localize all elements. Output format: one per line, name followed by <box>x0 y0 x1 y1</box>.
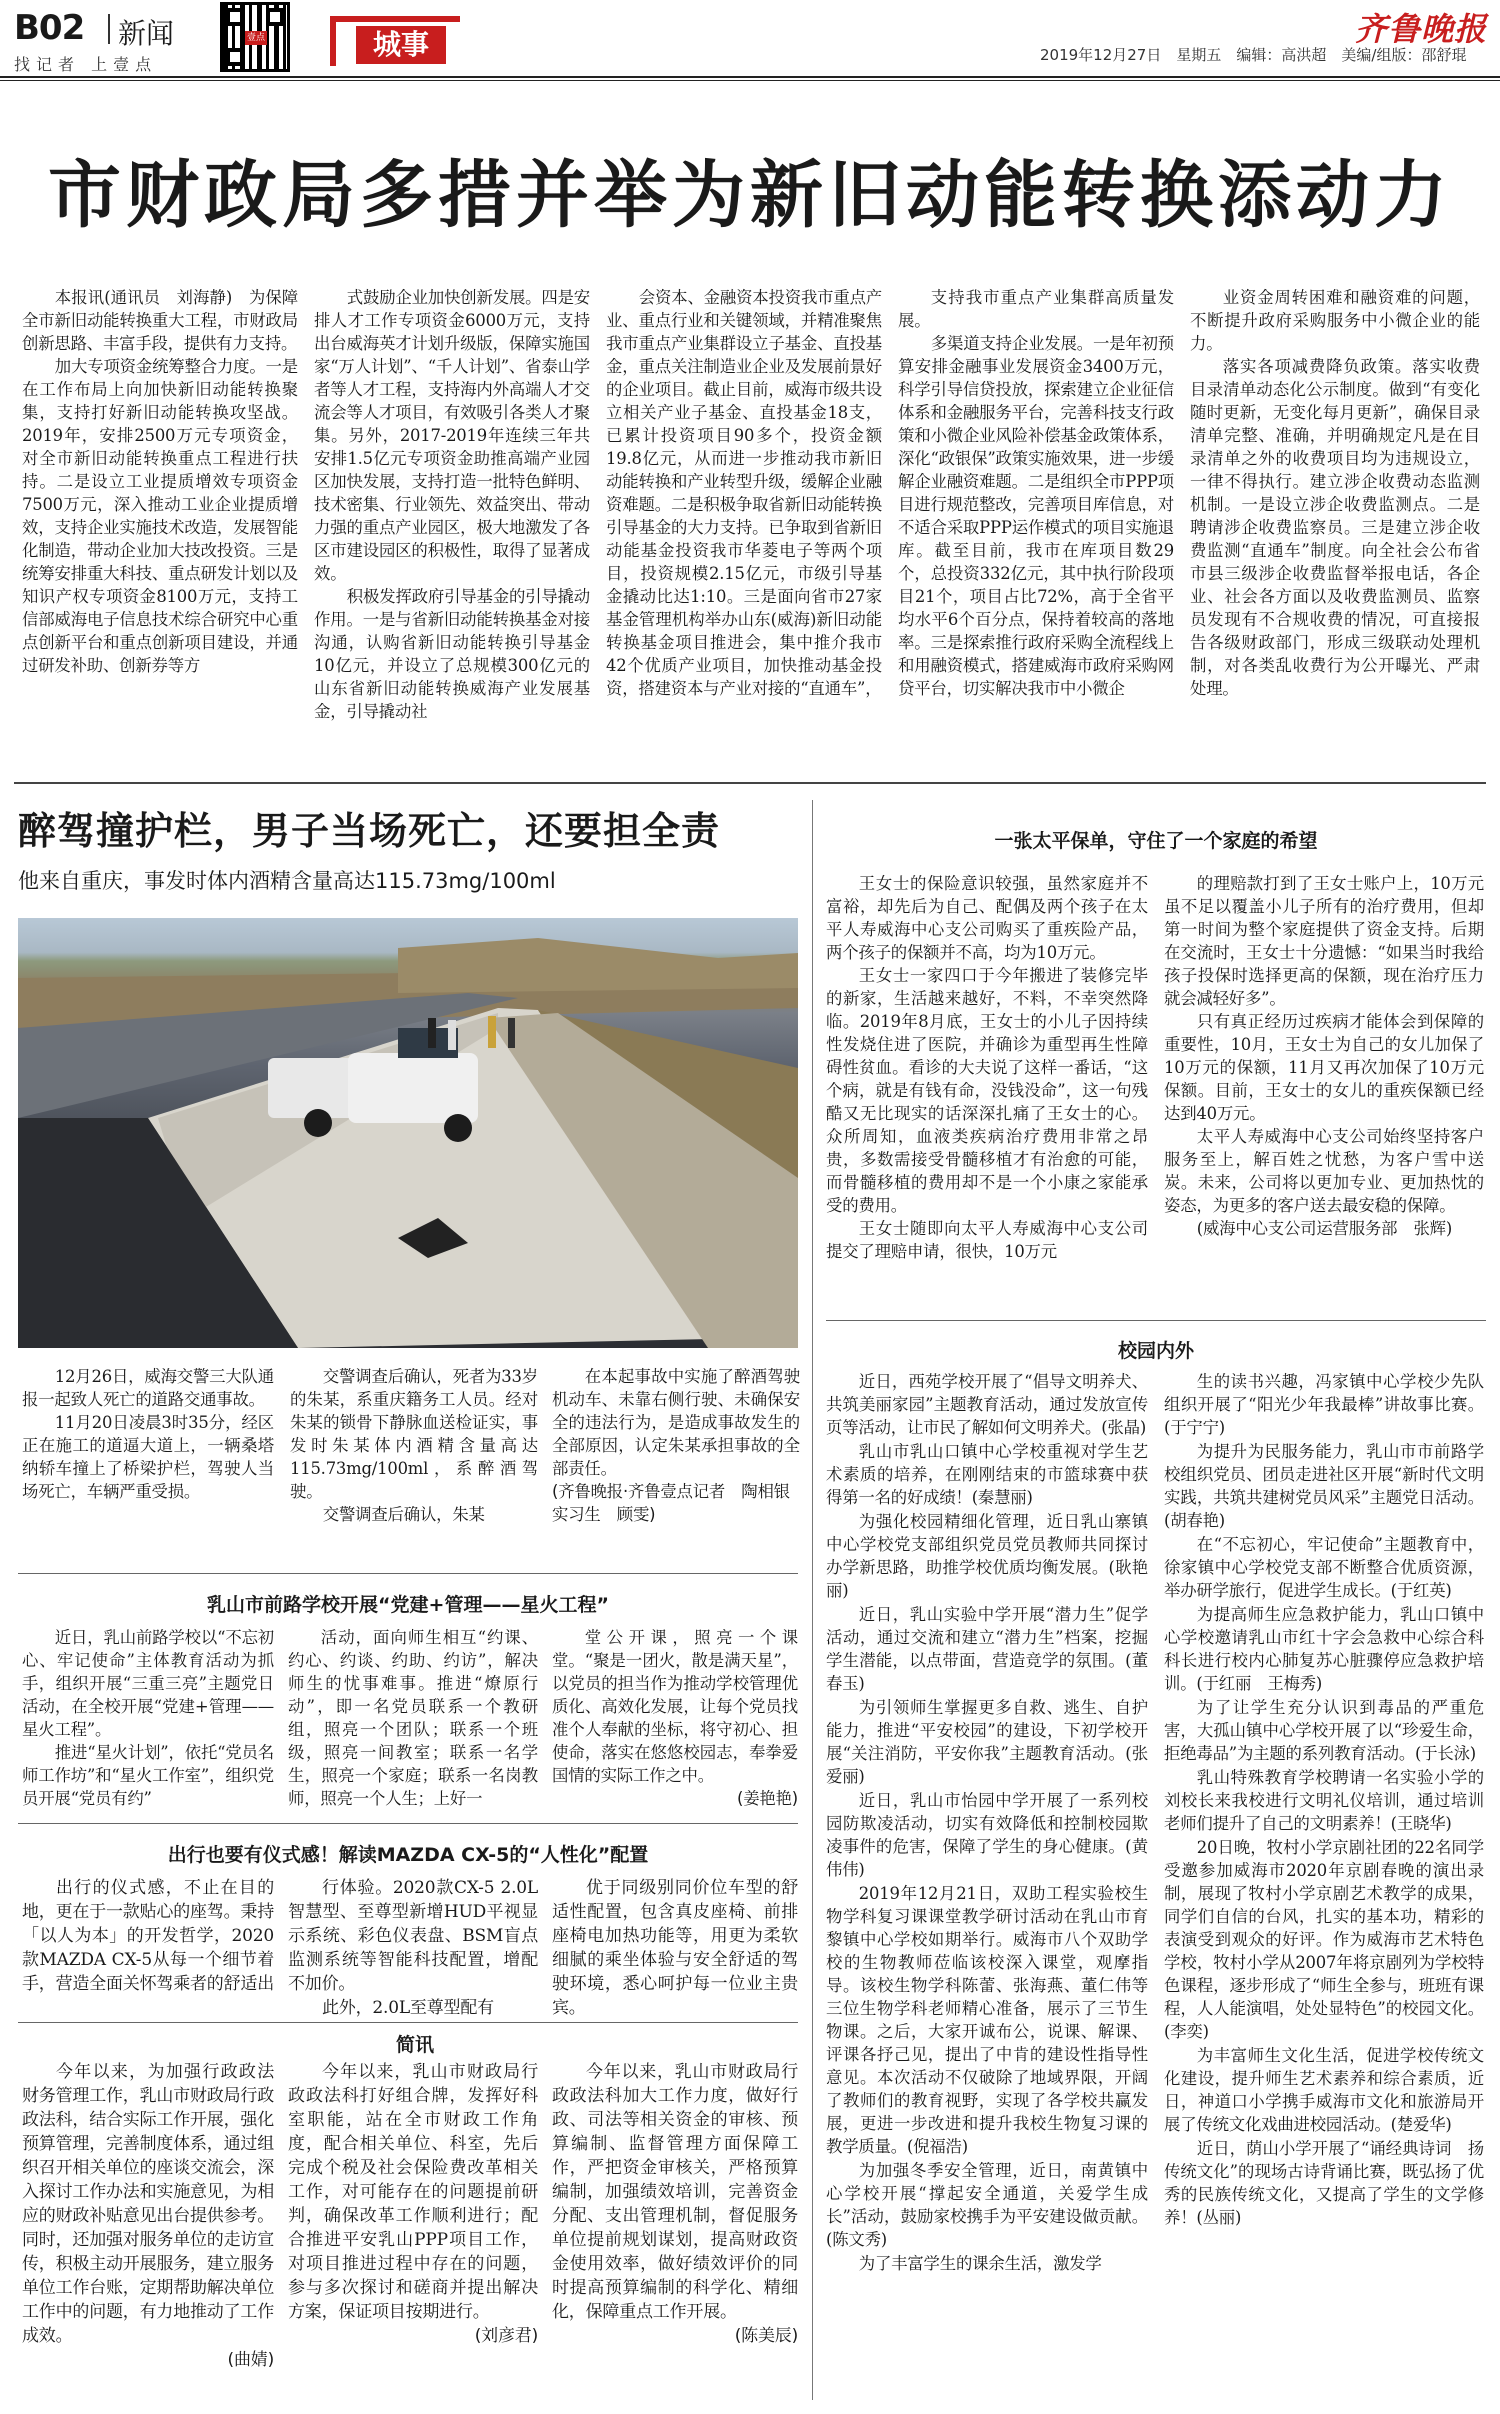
paragraph: 为加强冬季安全管理，近日，南黄镇中心学校开展“撑起安全通道，关爱学生成长”活动，鼓励家校携手为平安建设做贡献。(陈文秀) <box>826 2161 1148 2249</box>
brief-headline: 简讯 <box>395 2034 434 2056</box>
party-col-1 <box>22 1626 274 1806</box>
qr-label: 壹点 <box>246 33 265 43</box>
paragraph: 近日，乳山实验中学开展“潜力生”促学活动，通过交流和建立“潜力生”档案，挖掘学生潜能，以点带面，营造竞学的氛围。(董春玉) <box>826 1605 1148 1693</box>
drunk-signature: (齐鲁晚报·齐鲁壹点记者 陶相银 实习生 顾雯) <box>552 1482 807 1524</box>
drunk-bottom-rule <box>18 1573 798 1574</box>
lead-col-5 <box>1190 286 1480 746</box>
date-text: 2019年12月27日 <box>1040 46 1162 64</box>
paragraph: 11月20日凌晨3时35分，经区正在施工的道逼大道上，一辆桑塔纳轿车撞上了桥梁护栏，驾驶人当场死亡，车辆严重受损。 <box>22 1413 274 1501</box>
insurance-col-1 <box>826 872 1148 1317</box>
editor-text: 编辑：高洪超 美编/组版：邵舒琨 <box>1236 46 1467 64</box>
paragraph: 在本起事故中实施了醉酒驾驶机动车、未靠右侧行驶、未确保安全的违法行为，是造成事故发生的全部原因，认定朱某承担事故的全部责任。 <box>552 1367 800 1478</box>
slogan: 找记者 上壹点 <box>14 55 158 74</box>
drunk-col-3 <box>552 1365 807 1555</box>
paragraph: 今年以来，乳山市财政局行政政法科加大工作力度，做好行政、司法等相关资金的审核、预算编制、监督管理方面保障工作，严把资金审核关，严格预算编制，加强绩效培训，完善资金分配、支出管理机制，督促服务单位提前规划谋划，提高财政资金使用效率，做好绩效评价的同时提高预算编制的科学化、精细化，保障重点工作开展。 <box>552 2062 798 2322</box>
party-col-2 <box>288 1626 538 1806</box>
paragraph: (威海中心支公司运营服务部 张辉) <box>1196 1219 1453 1238</box>
brief-sig-2: (刘彦君) <box>474 2326 538 2346</box>
paragraph: 式鼓励企业加快创新发展。四是安排人才工作专项资金6000万元，支持出台威海英才计划升级版，保障实施国家“万人计划”、“千人计划”、省泰山学者等人才工程，支持海内外高端人才交流会等人才项目，有效吸引各类人才聚集。另外，2017-2019年连续三年共安排1.5亿元专项资金助推高端产业园区加快发展，支持打造一批特色鲜明、技术密集、行业领先、效益突出、带动力强的重点产业园区，极大地激发了各区市建设园区的积极性，取得了显著成效。 <box>314 288 590 583</box>
header-divider <box>108 14 110 44</box>
paragraph: 会资本、金融资本投资我市重点产业、重点行业和关键领域，并精准聚焦我市重点产业集群设立子基金、直投基金，重点关注制造业企业及发展前景好的企业项目。截止目前，威海市级共设立相关产业子基金、直投基金18支，已累计投资项目90多个，投资金额19.8亿元，从而进一步推动我市新旧动能转换和产业转型升级，缓解企业融资难题。二是积极争取省新旧动能转换引导基金的大力支持。已争取到省新旧动能基金投资我市华菱电子等两个项目，投资规模2.15亿元，市级引导基金撬动比达1:10。三是面向省市27家基金管理机构举办山东(威海)新旧动能转换基金项目推进会，集中推介我市42个优质产业项目，加快推动基金投资，搭建资本与产业对接的“直通车”， <box>606 288 882 698</box>
paragraph: 为了让学生充分认识到毒品的严重危害，大孤山镇中心学校开展了以“珍爱生命，拒绝毒品”为主题的系列教育活动。(于长泳) <box>1164 1698 1484 1763</box>
paragraph: 2019年12月21日，双助工程实验校生物学科复习课课堂教学研讨活动在乳山市育黎镇中心学校如期举行。威海市八个双助学校的生物教师莅临该校深入课堂，观摩指导。该校生物学科陈蕾、张海燕、董仁伟等三位生物学科老师精心准备，展示了三节生物课。之后，大家开诚布公，说课、解课、评课各抒己见，提出了中肯的建设性指导性意见。本次活动不仅破除了地域界限，开阔了教师们的教育视野，实现了各学校共赢发展，更进一步改进和提升我校生物复习课的教学质量。(倪福浩) <box>826 1884 1148 2156</box>
accident-photo <box>18 918 798 1348</box>
campus-col-1 <box>826 1370 1148 2400</box>
weekday-text: 星期五 <box>1176 46 1222 64</box>
brief-col-3 <box>552 2060 798 2400</box>
paragraph: 推进“星火计划”，依托“党员名师工作坊”和“星火工作室”，组织党员开展“党员有约” <box>22 1743 274 1808</box>
paragraph: 太平人寿威海中心支公司始终坚持客户服务至上，解百姓之忧愁，为客户雪中送炭。未来，公司将以更加专业、更加热忱的姿态，为更多的客户送去最安稳的保障。 <box>1164 1127 1484 1215</box>
insurance-bottom-rule <box>826 1320 1486 1321</box>
car-bottom-rule <box>18 2022 798 2023</box>
paragraph: 乳山市乳山口镇中心学校重视对学生艺术素质的培养，在刚刚结束的市篮球赛中获得第一名的好成绩！(秦慧丽) <box>826 1442 1148 1507</box>
paragraph: 落实各项减费降负政策。落实收费目录清单动态化公示制度。做到“有变化随时更新，无变化每月更新”，确保目录清单完整、准确，并明确规定凡是在目录清单之外的收费项目均为违规设立，一律不得执行。建立涉企收费动态监测机制。一是设立涉企收费监测点。二是聘请涉企收费监察员。三是建立涉企收费监测“直通车”制度。向全社会公布省市县三级涉企收费监督举报电话，各企业、社会各方面以及收费监测员、监察员发现有不合规收费的情况，可直接报告各级财政部门，形成三级联动处理机制，对各类乱收费行为公开曝光、严肃处理。 <box>1190 357 1480 698</box>
paragraph: 多渠道支持企业发展。一是年初预算安排金融事业发展资金3400万元，科学引导信贷投放，探索建立企业征信体系和金融服务平台，完善科技支行政策和小微企业风险补偿基金政策体系，深化“政银保”政策实施效果，进一步缓解企业融资难题。二是组织全市PPP项目进行规范整改，完善项目库信息，对不适合采取PPP运作模式的项目实施退库。截至目前，我市在库项目数29个，总投资332亿元，其中执行阶段项目21个，项目占比72%，高于全省平均水平6个百分点，保持着较高的落地率。三是探索推行政府采购全流程线上和用融资模式，搭建威海市政府采购网贷平台，切实解决我市中小微企 <box>898 334 1174 698</box>
paragraph: 王女士的保险意识较强，虽然家庭并不富裕，却先后为自己、配偶及两个孩子在太平人寿威海中心支公司购买了重疾险产品，两个孩子的保额并不高，均为10万元。 <box>826 874 1148 962</box>
section-name: 新闻 <box>118 17 175 50</box>
paragraph: 王女士随即向太平人寿威海中心支公司提交了理赔申请，很快，10万元 <box>826 1219 1148 1261</box>
lead-col-2 <box>314 286 590 746</box>
paragraph: 活动，面向师生相互“约课、约心、约谈、约助、约访”，解决师生的忧事难事。推进“燎原行动”，即一名党员联系一个教研组，照亮一个团队；联系一个班级，照亮一间教室；联系一名学生，照亮一个家庭；联系一名岗教师，照亮一个人生；上好一 <box>288 1628 538 1808</box>
brand-logo: 齐鲁晚报 <box>1355 10 1488 48</box>
paragraph: 出行的仪式感，不止在目的地，更在于一款贴心的座驾。秉持「以人为本」的开发哲学，2020款MAZDA CX-5从每一个细节着手，营造全面关怀驾乘者的舒适出 <box>22 1878 274 1994</box>
paragraph: 交警调查后确认，死者为33岁的朱某，系重庆籍务工人员。经对朱某的锁骨下静脉血送检证实，事发时朱某体内酒精含量高达115.73mg/100ml，系醉酒驾驶。 <box>290 1367 538 1501</box>
party-bottom-rule <box>18 1823 798 1824</box>
paragraph: 王女士一家四口于今年搬进了装修完毕的新家，生活越来越好，不料，不幸突然降临。2019年8月底，王女士的小儿子因持续性发烧住进了医院，并确诊为重型再生性障碍性贫血。看诊的大夫说了这样一番话，“这个病，就是有钱有命，没钱没命”，这一句残酷又无比现实的话深深扎痛了王女士的心。众所周知，血液类疾病治疗费用非常之昂贵，多数需接受骨髓移植才有治愈的可能，而骨髓移植的费用却不是一个小康之家能承受的费用。 <box>826 966 1148 1215</box>
paragraph: 的理赔款打到了王女士账户上，10万元虽不足以覆盖小儿子所有的治疗费用，但却第一时间为整个家庭提供了资金支持。后期在交流时，王女士十分遗憾：“如果当时我给孩子投保时选择更高的保额，现在治疗压力就会减轻好多”。 <box>1164 874 1484 1008</box>
paragraph: 加大专项资金统筹整合力度。一是在工作布局上向加快新旧动能转换聚集，支持打好新旧动能转换攻坚战。2019年，安排2500万元专项资金，对全市新旧动能转换重点工程进行扶持。二是设立工业提质增效专项资金7500万元，深入推动工业企业提质增效，支持企业实施技术改造，发展智能化制造，带动企业加大技改投资。三是统筹安排重大科技、重点研发计划以及知识产权专项资金8100万元，支持工信部威海电子信息技术综合研究中心重点创新平台和重点创新项目建设，并通过研发补助、创新券等方 <box>22 357 298 675</box>
paragraph: 本报讯(通讯员 刘海静) 为保障全市新旧动能转换重大工程，市财政局创新思路、丰富手段，提供有力支持。 <box>22 288 298 353</box>
paragraph: 为强化校园精细化管理，近日乳山寨镇中心学校党支部组织党员党员教师共同探讨办学新思路，助推学校优质均衡发展。(耿艳丽) <box>826 1512 1148 1600</box>
party-headline: 乳山市前路学校开展“党建+管理——星火工程” <box>207 1594 609 1616</box>
campus-headline: 校园内外 <box>1117 1340 1194 1362</box>
brief-col-2 <box>288 2060 538 2400</box>
paragraph: 为提升为民服务能力，乳山市市前路学校组织党员、团员走进社区开展“新时代文明实践，共筑共建树党员风采”主题党日活动。(胡春艳) <box>1164 1442 1484 1530</box>
paragraph: 为丰富师生文化生活，促进学校传统文化建设，提升师生艺术素养和综合素质，近日，神道口小学携手威海市文化和旅游局开展了传统文化戏曲进校园活动。(楚爱华) <box>1164 2046 1484 2134</box>
paragraph: 只有真正经历过疾病才能体会到保障的重要性，10月，王女士为自己的女儿加保了10万元的保额，11月又再次加保了10万元保额。目前，王女士的女儿的重疾保额已经达到40万元。 <box>1164 1012 1484 1123</box>
paragraph: 近日，西苑学校开展了“倡导文明养犬、共筑美丽家园”主题教育活动，通过发放宣传页等活动，让市民了解如何文明养犬。(张晶) <box>826 1372 1148 1437</box>
paragraph: 近日，乳山前路学校以“不忘初心、牢记使命”主体教育活动为抓手，组织开展“三重三亮”主题党日活动，在全校开展“党建+管理——星火工程”。 <box>22 1628 274 1739</box>
lead-bottom-rule <box>14 782 1486 784</box>
paragraph: 为了丰富学生的课余生活，激发学 <box>858 2254 1102 2273</box>
paragraph: 支持我市重点产业集群高质量发展。 <box>898 288 1174 330</box>
paragraph: 生的读书兴趣，冯家镇中心学校少先队组织开展了“阳光少年我最棒”讲故事比赛。(于宁宁) <box>1164 1372 1484 1437</box>
paragraph: 今年以来，乳山市财政局行政政法科打好组合牌，发挥好科室职能，站在全市财政工作角度，配合相关单位、科室，先后完成个税及社会保险费改革相关工作，对可能存在的问题提前研判，确保改革工作顺利进行；配合推进平安乳山PPP项目工作，对项目推进过程中存在的问题，参与多次探讨和磋商并提出解决方案，保证项目按期进行。 <box>288 2062 538 2322</box>
party-col-3 <box>552 1626 798 1806</box>
paragraph: 此外，2.0L至尊型配有 <box>322 1998 494 2018</box>
campus-col-2 <box>1164 1370 1484 2400</box>
car-headline: 出行也要有仪式感！解读MAZDA CX-5的“人性化”配置 <box>167 1844 649 1866</box>
paragraph: 交警调查后确认，朱某 <box>322 1505 485 1524</box>
paragraph: 近日，荫山小学开展了“诵经典诗词 扬传统文化”的现场古诗背诵比赛，既弘扬了优秀的民族传统文化，又提高了学生的文学修养！(丛丽) <box>1164 2139 1484 2227</box>
paragraph: 乳山特殊教育学校聘请一名实验小学的刘校长来我校进行文明礼仪培训，通过培训老师们提升了自己的文明素养！(王晓华) <box>1164 1768 1484 1833</box>
insurance-col-2 <box>1164 872 1484 1317</box>
brief-sig-1: (曲婧) <box>227 2350 274 2370</box>
qr-code[interactable] <box>220 2 290 72</box>
paragraph: 为引领师生掌握更多自救、逃生、自护能力，推进“平安校园”的建设，下初学校开展“关注消防，平安你我”主题教育活动。(张爱丽) <box>826 1698 1148 1786</box>
drunk-subtitle: 他来自重庆，事发时体内酒精含量高达115.73mg/100ml <box>18 869 556 893</box>
party-signature: (姜艳艳) <box>737 1789 798 1808</box>
channel-label: 城事 <box>356 26 446 64</box>
paragraph: 业资金周转困难和融资难的问题，不断提升政府采购服务中小微企业的能力。 <box>1190 288 1480 353</box>
lead-col-1 <box>22 286 298 746</box>
paragraph: 堂公开课，照亮一个课堂。“聚是一团火，散是满天星”，以党员的担当作为推动学校管理优质化、高效化发展，让每个党员找准个人奉献的坐标，将守初心、担使命，落实在悠悠校园志，奉拳爱国情的实际工作之中。 <box>552 1628 798 1785</box>
lead-col-3 <box>606 286 882 746</box>
header-rule-thin <box>0 80 1500 81</box>
paragraph: 12月26日，威海交警三大队通报一起致人死亡的道路交通事故。 <box>22 1367 274 1409</box>
car-col-1 <box>22 1876 274 2016</box>
drunk-col-2 <box>290 1365 538 1555</box>
paragraph: 近日，乳山市怡园中学开展了一系列校园防欺凌活动，切实有效降低和控制校园欺凌事件的危害，保障了学生的身心健康。(黄伟伟) <box>826 1791 1148 1879</box>
paragraph: 积极发挥政府引导基金的引导撬动作用。一是与省新旧动能转换基金对接沟通，认购省新旧动能转换引导基金10亿元，并设立了总规模300亿元的山东省新旧动能转换威海产业发展基金，引导撬动社 <box>314 587 590 721</box>
drunk-headline: 醉驾撞护栏，男子当场死亡，还要担全责 <box>18 809 721 853</box>
accident-scene <box>18 918 798 1348</box>
paragraph: 今年以来，为加强行政政法财务管理工作，乳山市财政局行政政法科，结合实际工作开展，强化预算管理，完善制度体系，通过组织召开相关单位的座谈交流会，深入探讨工作办法和实施意见，为相应的财政补贴意见出台提供参考。同时，还加强对服务单位的走访宣传，积极主动开展服务，建立服务单位工作台账，定期帮助解决单位工作中的问题，有力地推动了工作成效。 <box>22 2062 274 2346</box>
car-col-2 <box>288 1876 538 2016</box>
lead-headline: 市财政局多措并举为新旧动能转换添动力 <box>48 152 1452 238</box>
paragraph: 优于同级别同价位车型的舒适性配置，包含真皮座椅、前排座椅电加热功能等，用更为柔软细腻的乘坐体验与安全舒适的驾驶环境，悉心呵护每一位业主贵宾。 <box>552 1878 798 2018</box>
paragraph: 20日晚，牧村小学京剧社团的22名同学受邀参加威海市2020年京剧春晚的演出录制，展现了牧村小学京剧艺术教学的成果，同学们自信的台风，扎实的基本功，精彩的表演受到观众的好评。作为威海市艺术特色学校，牧村小学从2007年将京剧列为学校特色课程，逐步形成了“师生全参与，班班有课程，人人能演唱，处处显特色”的校园文化。(李奕) <box>1164 1838 1484 2041</box>
lead-col-4 <box>898 286 1174 746</box>
insurance-headline: 一张太平保单，守住了一个家庭的希望 <box>994 830 1318 852</box>
page-column-divider <box>812 800 813 2400</box>
paragraph: 行体验。2020款CX-5 2.0L智慧型、至尊型新增HUD平视显示系统、彩色仪表盘、BSM盲点监测系统等智能科技配置，增配不加价。 <box>288 1878 538 1994</box>
brief-col-1 <box>22 2060 274 2400</box>
paragraph: 为提高师生应急救护能力，乳山口镇中心学校邀请乳山市红十字会急救中心综合科科长进行校内心肺复苏心脏骤停应急救护培训。(于红丽 王梅秀) <box>1164 1605 1484 1693</box>
header-rule <box>0 76 1500 78</box>
drunk-col-1 <box>22 1365 274 1555</box>
brief-sig-3: (陈美辰) <box>734 2326 798 2346</box>
paragraph: 在“不忘初心，牢记使命”主题教育中，徐家镇中心学校党支部不断整合优质资源，举办研学旅行，促进学生成长。(于红英) <box>1164 1535 1484 1600</box>
page-number: B02 <box>14 8 85 48</box>
car-col-3 <box>552 1876 798 2016</box>
channel-tab[interactable] <box>330 16 460 66</box>
